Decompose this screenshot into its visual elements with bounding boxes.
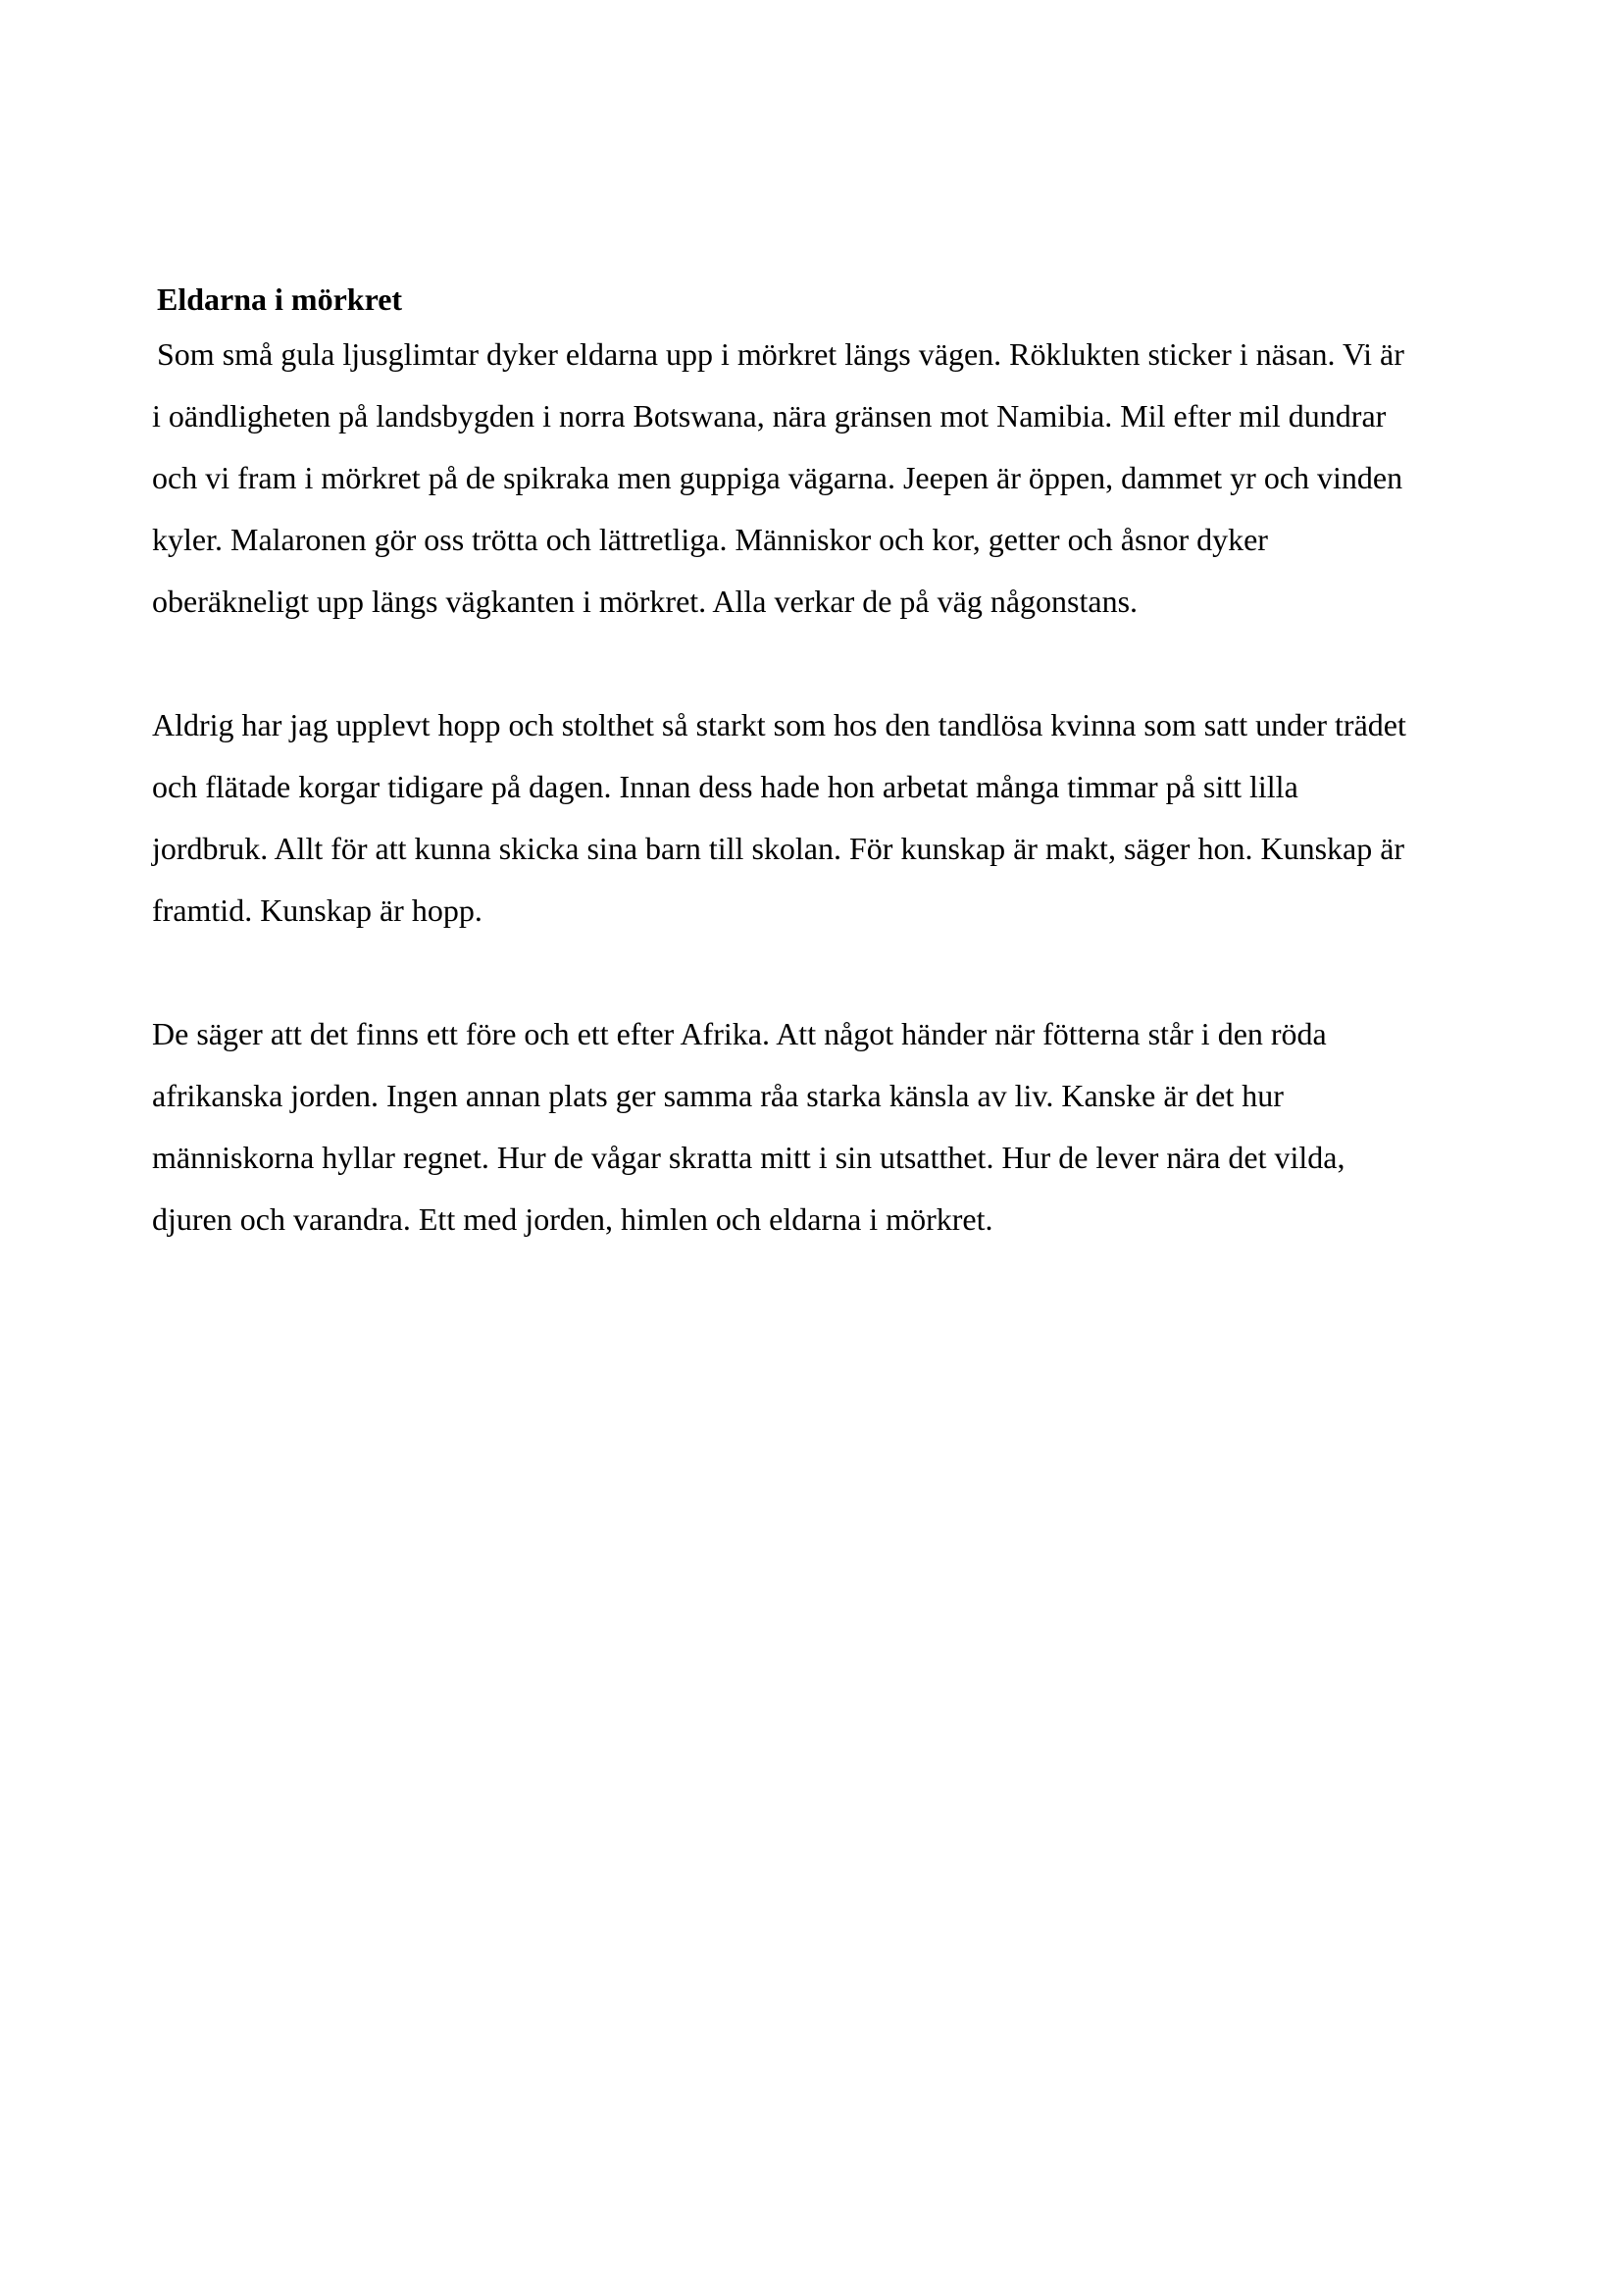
paragraph-line: jordbruk. Allt för att kunna skicka sina barn till skolan. För kunskap är makt, säger hon. Kunskap är [152, 831, 1405, 866]
paragraph-line: framtid. Kunskap är hopp. [152, 892, 482, 928]
paragraph-line: i oändligheten på landsbygden i norra Botswana, nära gränsen mot Namibia. Mil efter mil dundrar [152, 398, 1387, 433]
paragraph-line: De säger att det finns ett före och ett efter Afrika. Att något händer när fötterna står i den röda [152, 1016, 1327, 1051]
paragraph-line: djuren och varandra. Ett med jorden, himlen och eldarna i mörkret. [152, 1201, 993, 1237]
paragraph-line: kyler. Malaronen gör oss trötta och lättretliga. Människor och kor, getter och åsnor dyker [152, 522, 1268, 557]
paragraph-line: Aldrig har jag upplevt hopp och stolthet så starkt som hos den tandlösa kvinna som satt under trädet [152, 707, 1406, 742]
paragraph-3 [152, 1003, 1486, 1250]
paragraph-line: oberäkneligt upp längs vägkanten i mörkret. Alla verkar de på väg någonstans. [152, 584, 1139, 619]
paragraph-line: afrikanska jorden. Ingen annan plats ger samma råa starka känsla av liv. Kanske är det hur [152, 1078, 1284, 1113]
paragraph-line: människorna hyllar regnet. Hur de vågar skratta mitt i sin utsatthet. Hur de lever nära det vilda, [152, 1140, 1345, 1175]
paragraph-line: och vi fram i mörkret på de spikraka men guppiga vägarna. Jeepen är öppen, dammet yr och vinden [152, 460, 1403, 495]
document-body [152, 275, 1486, 1250]
paragraph-line: Som små gula ljusglimtar dyker eldarna upp i mörkret längs vägen. Röklukten sticker i näsan. Vi är [157, 336, 1404, 372]
paragraph-2 [152, 694, 1486, 942]
paragraph-line: och flätade korgar tidigare på dagen. Innan dess hade hon arbetat många timmar på sitt lilla [152, 769, 1298, 804]
document-title: Eldarna i mörkret [157, 281, 403, 317]
paragraph-1 [152, 324, 1486, 633]
